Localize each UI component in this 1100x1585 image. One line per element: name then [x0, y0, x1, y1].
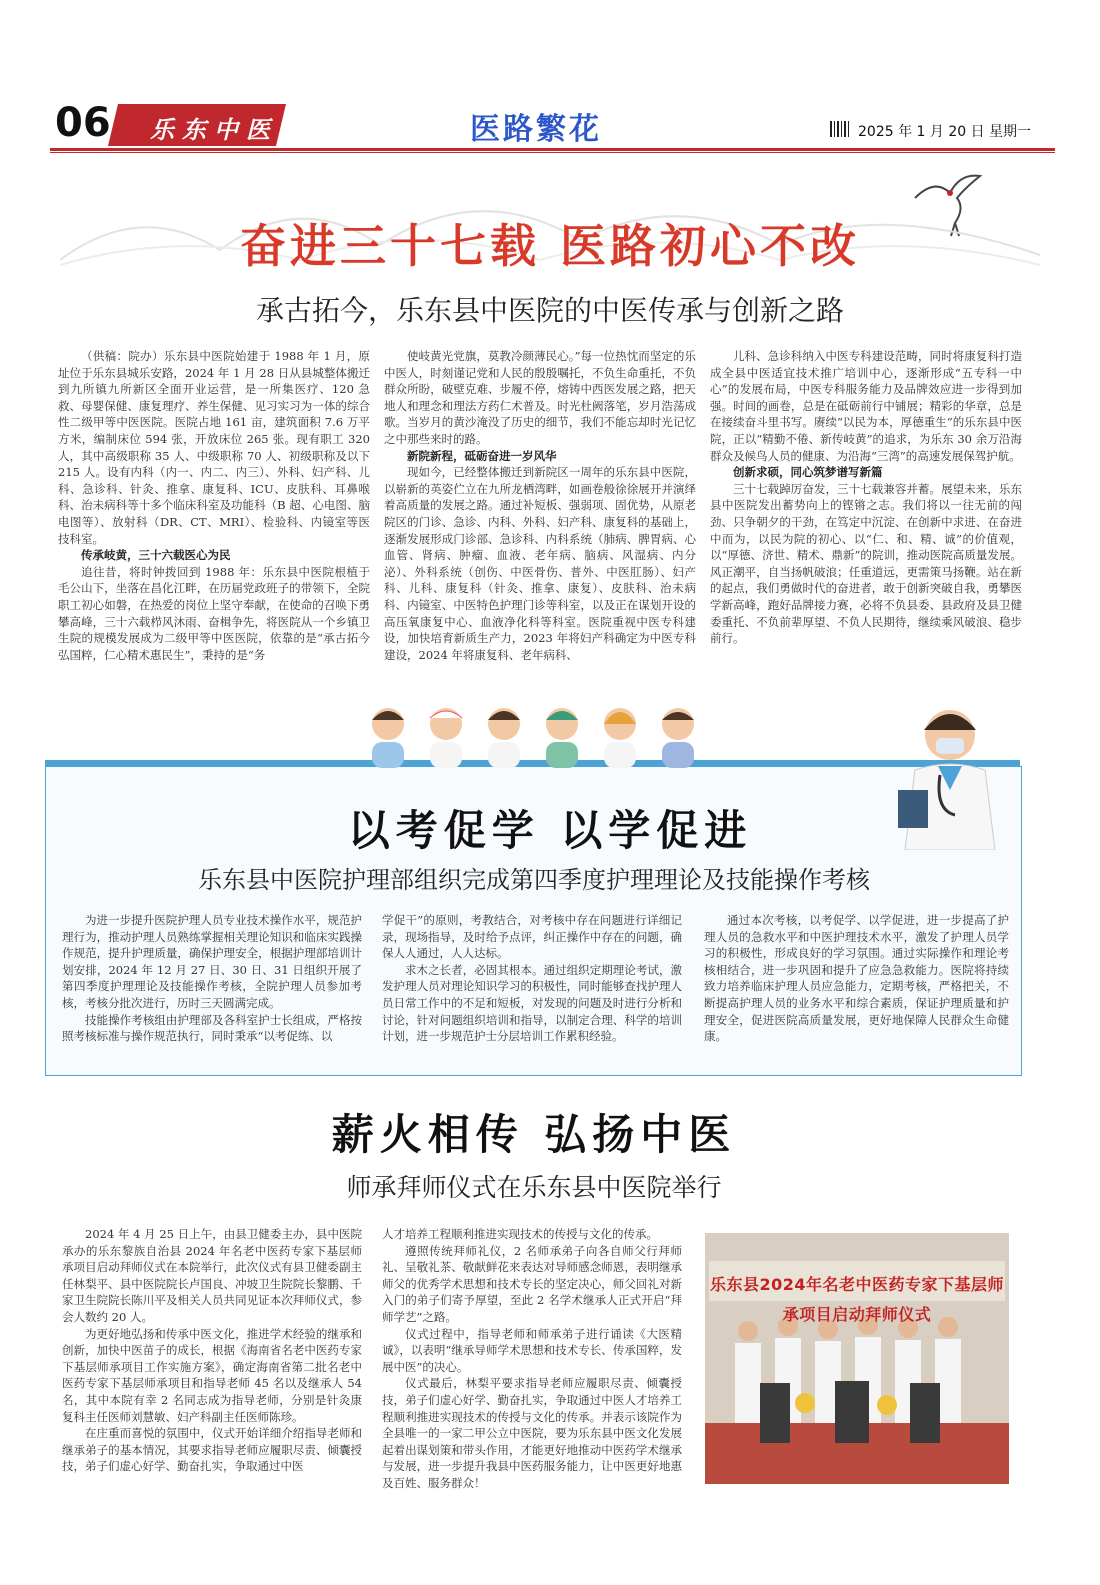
- article2-column-1: [62, 912, 362, 1045]
- article3-paragraph: 为更好地弘扬和传承中医文化，推进学术经验的继承和创新，加快中医苗子的成长，根据《海南省名老中医药专家下基层师承项目工作实施方案》，确定海南省第二批名老中医药专家下基层师承项目和指导老师 45 名以及继承人 54 名，其中本院有幸 2 名同志成为指导老师，分别是针灸康复科主任医师刘慧敏、妇产科副主任医师陈珍。: [62, 1326, 362, 1424]
- article3-headline: 薪火相传 弘扬中医: [331, 1110, 737, 1159]
- article2-headline: 以考促学 以学促进: [347, 806, 753, 855]
- article3-paragraph: 2024 年 4 月 25 日上午，由县卫健委主办，县中医院承办的乐东黎族自治县 2024 年名老中医药专家下基层师承项目启动拜师仪式在本院举行，此次仪式有县卫健委副主任林梨平、县中医院院长卢国良、冲坡卫生院院长黎鹏、千家卫生院院长陈川平及相关人员共同见证本次拜师仪式，参会人数约 20 人。: [62, 1227, 362, 1324]
- article3-paragraph: 在庄重而喜悦的氛围中，仪式开始详细介绍指导老师和继承弟子的基本情况，其要求指导老师应履职尽责、倾囊授技，弟子们虚心好学、勤奋扎实，争取通过中医: [62, 1426, 362, 1474]
- article1-column-3: [710, 348, 1022, 647]
- article3-column-2: [382, 1226, 682, 1492]
- article1-subheadline: 承古拓今，乐东县中医院的中医传承与创新之路: [255, 294, 844, 327]
- barcode-icon: [830, 121, 852, 137]
- article2-column-2: [382, 912, 682, 1045]
- article2-paragraph: 学促干”的原则，考教结合，对考核中存在问题进行详细记录，现场指导，及时给予点评，纠正操作中存在的问题，确保人人通过，人人达标。: [382, 913, 682, 961]
- article3-paragraph: 仪式过程中，指导老师和师承弟子进行诵读《大医精诚》，以表明“继承导师学术思想和技术专长、传承国粹，发展中医”的决心。: [382, 1326, 682, 1374]
- article3-paragraph: 遵照传统拜师礼仪，2 名师承弟子向各自师父行拜师礼、呈敬礼茶、敬献鲜花来表达对导师感念师恩，表明继承师父的优秀学术思想和技术专长的坚定决心，师父回礼对新入门的弟子们寄予厚望，至此 2 名学术继承人正式开启“拜师学艺”之路。: [382, 1243, 682, 1324]
- article1-paragraph: （供稿：院办）乐东县中医院始建于 1988 年 1 月，原址位于乐东县城乐安路，2024 年 1 月 28 日从县城整体搬迁到九所镇九所新区全面开业运营，是一所集医疗、120 急救、母婴保健、康复理疗、养生保健、见习实习为一体的综合性二级甲等中医医院。医院占地 161 亩，建筑面积 7.6 万平方米，编制床位 594 张，开放床位 265 张。现有职工 320 人，其中高级职称 35 人、中级职称 70 人、初级职称及以下 215 人。设有内科（内一、内二、内三）、外科、妇产科、儿科、急诊科、针灸、推拿、康复科、ICU、皮肤科、耳鼻喉科、治未病科等十多个临床科室及功能科（B 超、心电图、脑电图等）、放射科（DR、CT、MRI）、检验科、内镜室等医技科室。: [58, 349, 370, 546]
- article2-paragraph: 求木之长者，必固其根本。通过组织定期理论考试，激发护理人员对理论知识学习的积极性，同时能够查找护理人员日常工作中的不足和短板，对发现的问题及时进行分析和讨论，针对问题组织培训和指导，以制定合理、科学的培训计划，进一步规范护士分层培训工作累积经验。: [382, 962, 682, 1044]
- article3-subheadline: 师承拜师仪式在乐东县中医院举行: [346, 1173, 722, 1202]
- brand-name: 乐东中医: [150, 115, 278, 144]
- article2-paragraph: 为进一步提升医院护理人员专业技术操作水平，规范护理行为，推动护理人员熟练掌握相关理论知识和临床实践操作规范，提升护理质量，确保护理安全，根据护理部培训计划安排，2024 年 12 月 27 日、30 日、31 日组织开展了第四季度护理理论及技能操作考核，全院护理人员参加考核，考核分批次进行，历时三天圆满完成。: [62, 913, 362, 1010]
- article2-paragraph: 技能操作考核组由护理部及各科室护士长组成，严格按照考核标准与操作规范执行，同时秉承“以考促练、以: [62, 1012, 362, 1044]
- nurse-doctor-avatars: [360, 700, 720, 768]
- section-title: 医路繁花: [470, 112, 602, 147]
- article1-subhead-c: 创新求硕，同心筑梦谱写新篇: [733, 465, 883, 480]
- article1-paragraph: 追往昔，将时钟拨回到 1988 年：乐东县中医院根植于毛公山下，坐落在昌化江畔，在历届党政班子的带领下，全院职工初心如磐，在热爱的岗位上坚守奉献，在使命的召唤下勇攀高峰，三十六载栉风沐雨、奋楫争先，将医院从一个乡镇卫生院的规模发展成为二级甲等中医医院，依靠的是“承古拓今弘国粹，仁心精术惠民生”，秉持的是“务: [58, 564, 370, 662]
- article1-column-1: [58, 348, 370, 663]
- issue-date: 2025 年 1 月 20 日 星期一: [858, 124, 1032, 140]
- article1-paragraph: 三十七载踔厉奋发，三十七载兼容并蓄。展望未来，乐东县中医院发出蓄势向上的铿锵之志。我们将以一往无前的闯劲、只争朝夕的干劲，在笃定中沉淀、在创新中求进、在奋进中而为，以民为院的初心、以“仁、和、精、诚”的价值观，以“厚德、济世、精术、鼎新”的院训，推动医院高质量发展。风正潮平，自当扬帆破浪；任重道远，更需策马扬鞭。站在新的起点，我们勇做时代的奋进者，敢于创新突破自我，勇攀医学新高峰，跑好品牌接力赛，必将不负县委、县政府及县卫健委重托、不负前辈厚望、不负人民期待，继续乘风破浪、稳步前行。: [710, 481, 1022, 646]
- article1-paragraph: 使岐黄光党旗，莫教冷颜薄民心。”每一位热忱而坚定的乐中医人，时刻谨记党和人民的殷殷嘱托，不负生命重托，不负群众所盼，破壁克难、步履不停，熔铸中西医发展之路，把天地人和理念和理法方药仁术普及。时光杜阙落笔，岁月浩荡成歌。当岁月的黄沙淹没了历史的细节，我们不能忘却时光记忆之中那些来时的路。: [384, 349, 696, 446]
- article3-paragraph: 人才培养工程顺利推进实现技术的传授与文化的传承。: [382, 1227, 658, 1241]
- article3-paragraph: 仪式最后，林梨平要求指导老师应履职尽责、倾囊授技，弟子们虚心好学、勤奋扎实，争取通过中医人才培养工程顺利推进实现技术的传授与文化的传承。并表示该院作为全县唯一的一家二甲公立中医院，要为乐东县中医文化发展起着出谋划策和带头作用，才能更好地推动中医药学术继承与发展，进一步提升我县中医药服务能力，让中医更好地惠及百姓、服务群众！: [382, 1376, 682, 1490]
- page-number: 06: [55, 100, 111, 146]
- article1-paragraph: 儿科、急诊科纳入中医专科建设范畴，同时将康复科打造成全县中医适宜技术推广培训中心，逐渐形成“五专科一中心”的发展布局，中医专科服务能力及品牌效应进一步得到加强。时间的画卷，总是在砥砺前行中铺展；精彩的华章，总是在接续奋斗里书写。赓续“以民为本，厚德重生”的乐东县中医院，正以“精勤不倦、新传岐黄”的追求，为乐东 30 余万沿海群众及候鸟人员的健康、为沿海“三湾”的高速发展保驾护航。: [710, 349, 1022, 463]
- article1-headline: 奋进三十七载 医路初心不改: [239, 219, 860, 273]
- article2-column-3: [704, 912, 1009, 1045]
- article1-subhead-b: 新院新程，砥砺奋进一岁风华: [407, 448, 557, 463]
- photo-banner-text: 乐东县2024年名老中医药专家下基层师承项目启动拜师仪式: [709, 1275, 1005, 1324]
- article2-paragraph: 通过本次考核，以考促学、以学促进，进一步提高了护理人员的急救水平和中医护理技术水平，激发了护理人员学习的积极性，形成良好的学习氛围。通过实际操作和理论考核相结合，进一步巩固和提升了应急急救能力。医院将持续致力培养临床护理人员应急能力，定期考核，严格把关，不断提高护理人员的业务水平和综合素质，保证护理质量和护理安全，促进医院高质量发展，更好地保障人民群众生命健康。: [704, 913, 1009, 1044]
- article1-paragraph: 现如今，已经整体搬迁到新院区一周年的乐东县中医院，以崭新的英姿伫立在九所龙栖湾畔，如画卷般徐徐展开并演绎着高质量的发展之路。通过补短板、强弱项、固优势，从原老院区的门诊、急诊、内科、外科、妇产科、康复科的基础上，逐渐发展形成门诊部、急诊科、内科系统（肺病、脾胃病、心血管、肾病、肿瘤、血液、老年病、脑病、风湿病、内分泌）、外科系统（创伤、中医骨伤、普外、中医肛肠）、妇产科、儿科、康复科（针灸、推拿、康复）、皮肤科、治未病科、内镜室、中医特色护理门诊等科室，以及正在谋划开设的高压氧康复中心、血液净化科等科室。医院重视中医专科建设，加快培育新质生产力，2023 年将妇产科确定为中医专科建设，2024 年将康复科、老年病科、: [384, 465, 696, 662]
- article1-subhead-a: 传承岐黄，三十六载医心为民: [81, 548, 231, 563]
- header-rule: [50, 148, 1055, 151]
- article1-column-2: [384, 348, 696, 663]
- header-rule-thin: [50, 152, 1055, 153]
- article3-column-1: [62, 1226, 362, 1475]
- article2-subheadline: 乐东县中医院护理部组织完成第四季度护理理论及技能操作考核: [198, 866, 870, 894]
